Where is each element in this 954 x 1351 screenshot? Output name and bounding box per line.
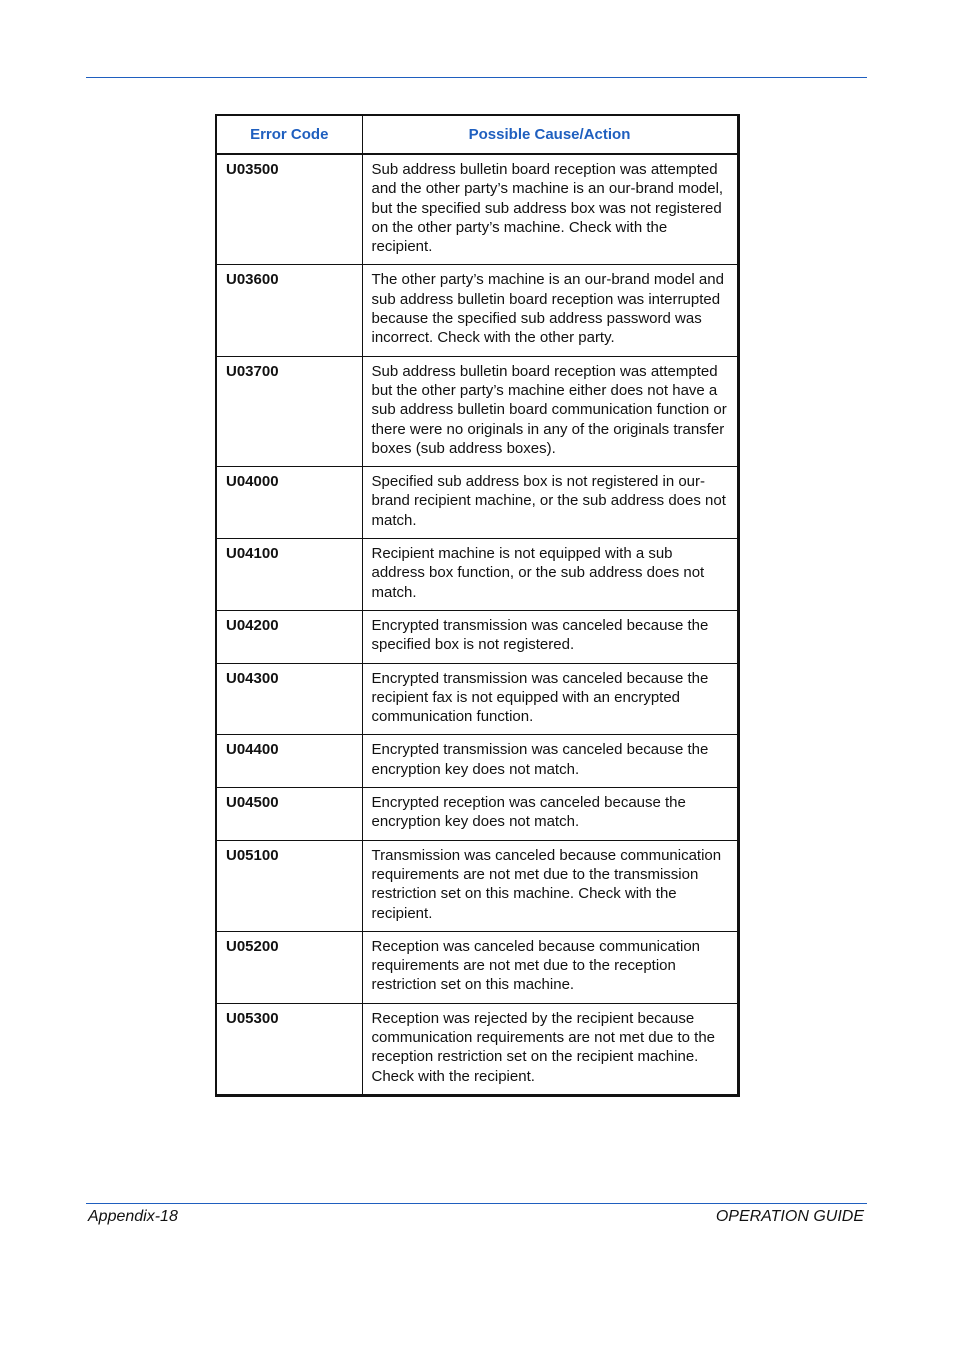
table-row xyxy=(216,663,738,735)
error-code-cell: U04500 xyxy=(216,788,362,841)
error-code-cell: U04300 xyxy=(216,663,362,735)
cause-cell: Encrypted reception was canceled because the encryption key does not match. xyxy=(362,788,738,841)
table-row xyxy=(216,610,738,663)
cause-cell: Specified sub address box is not registered in our-brand recipient machine, or the sub address does not match. xyxy=(362,467,738,539)
cause-cell: The other party’s machine is an our-brand model and sub address bulletin board reception was interrupted because the specified sub address password was incorrect. Check with the other party. xyxy=(362,265,738,356)
table-row xyxy=(216,840,738,931)
table-row xyxy=(216,1003,738,1095)
cause-cell: Recipient machine is not equipped with a sub address box function, or the sub address does not match. xyxy=(362,539,738,611)
error-code-cell: U04200 xyxy=(216,610,362,663)
error-code-cell: U03600 xyxy=(216,265,362,356)
cause-cell: Sub address bulletin board reception was attempted and the other party’s machine is an our-brand model, but the specified sub address box was not registered on the other party’s machine. Check with the recipient. xyxy=(362,154,738,265)
table-row xyxy=(216,154,738,265)
column-header-error-code: Error Code xyxy=(216,115,362,154)
table-row xyxy=(216,735,738,788)
cause-cell: Encrypted transmission was canceled because the specified box is not registered. xyxy=(362,610,738,663)
table-row xyxy=(216,931,738,1003)
document-title: OPERATION GUIDE xyxy=(715,1208,864,1225)
error-code-cell: U04100 xyxy=(216,539,362,611)
error-code-cell: U03700 xyxy=(216,356,362,466)
table-row xyxy=(216,467,738,539)
cause-cell: Transmission was canceled because communication requirements are not met due to the transmission restriction set on this machine. Check with the recipient. xyxy=(362,840,738,931)
table-row xyxy=(216,356,738,466)
table-row xyxy=(216,539,738,611)
error-code-table xyxy=(215,114,740,1097)
header-rule xyxy=(86,77,867,78)
column-header-possible-cause: Possible Cause/Action xyxy=(362,115,738,154)
error-code-table-container xyxy=(215,114,739,1097)
error-code-cell: U05100 xyxy=(216,840,362,931)
cause-cell: Encrypted transmission was canceled because the recipient fax is not equipped with an encrypted communication function. xyxy=(362,663,738,735)
cause-cell: Encrypted transmission was canceled because the encryption key does not match. xyxy=(362,735,738,788)
table-row xyxy=(216,265,738,356)
error-code-cell: U05300 xyxy=(226,1009,279,1027)
page-number: Appendix-18 xyxy=(88,1208,178,1225)
cause-cell: Reception was rejected by the recipient because communication requirements are not met due to the reception restriction set on the recipient machine. Check with the recipient. xyxy=(362,1003,738,1095)
error-code-cell: U04000 xyxy=(216,467,362,539)
footer-rule xyxy=(86,1203,867,1204)
cause-cell: Sub address bulletin board reception was attempted but the other party’s machine either does not have a sub address bulletin board communication function or there were no originals in any of the originals transfer boxes (sub address boxes). xyxy=(362,356,738,466)
table-row xyxy=(216,788,738,841)
error-code-cell: U04400 xyxy=(216,735,362,788)
cause-cell: Reception was canceled because communication requirements are not met due to the reception restriction set on this machine. xyxy=(362,931,738,1003)
error-code-cell: U05200 xyxy=(216,931,362,1003)
table-header-row xyxy=(216,115,738,154)
error-code-cell: U03500 xyxy=(216,154,362,265)
